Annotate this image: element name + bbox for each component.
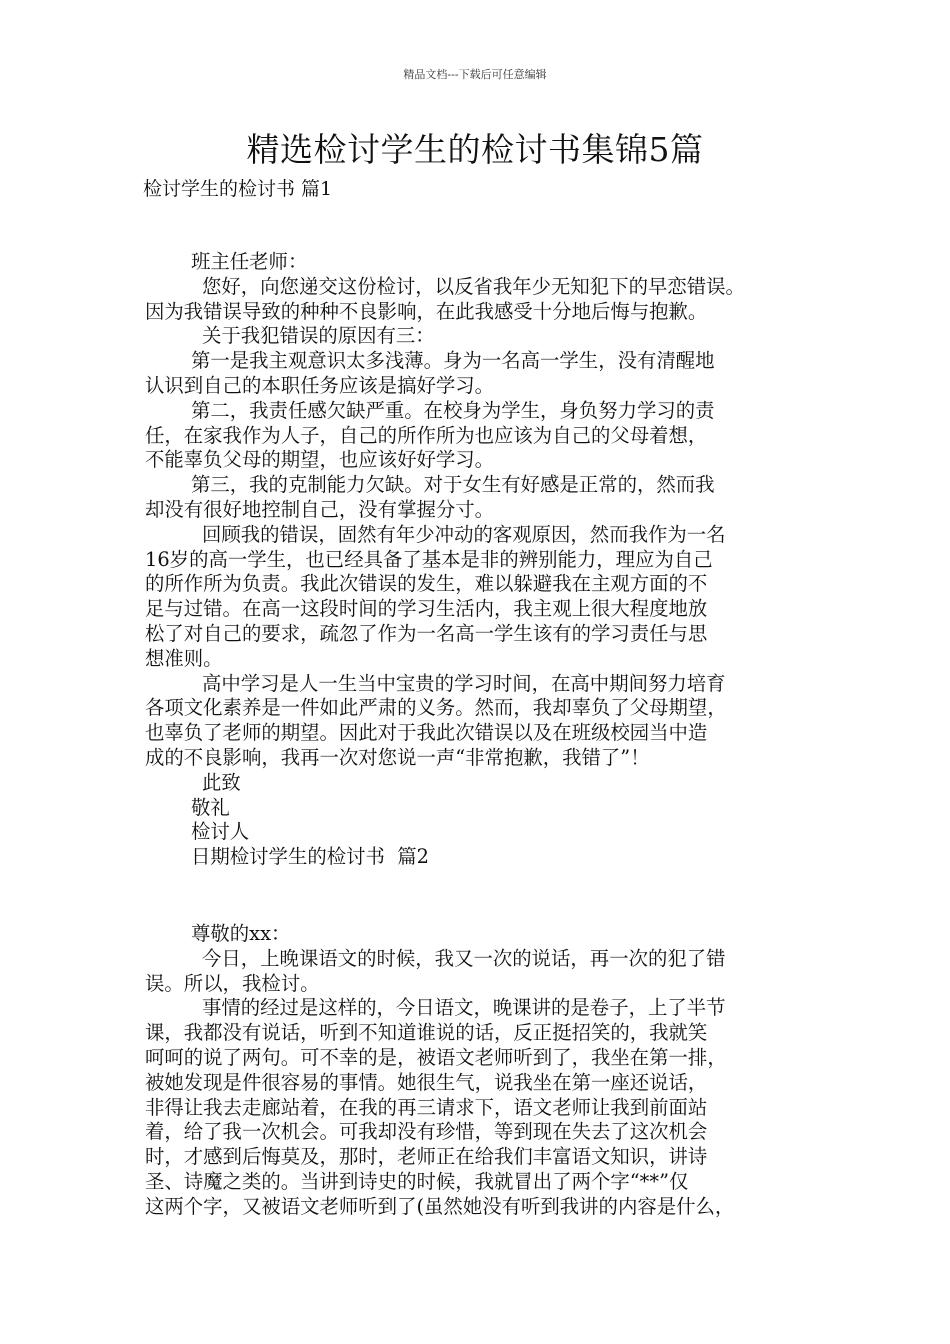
paragraph-line: 高中学习是人一生当中宝贵的学习时间，在高中期间努力培育 — [202, 671, 726, 695]
paragraph-line: 任，在家我作为人子，自己的所作所为也应该为自己的父母着想， — [145, 423, 708, 447]
closing-line: 敬礼 — [191, 795, 230, 819]
paragraph — [145, 947, 835, 997]
section-heading-1: 检讨学生的检讨书 篇1 — [143, 178, 333, 200]
paragraph-line: 非得让我去走廊站着，在我的再三请求下，语文老师让我到前面站 — [145, 1095, 708, 1119]
paragraph-line: 呵呵的说了两句。可不幸的是，被语文老师听到了，我坐在第一排， — [145, 1045, 727, 1069]
paragraph-line: 各项文化素养是一件如此严肃的义务。然而，我却辜负了父母期望， — [145, 696, 727, 720]
paragraph-line: 想准则。 — [145, 646, 223, 670]
paragraph-line: 事情的经过是这样的，今日语文，晚课讲的是卷子，上了半节 — [202, 996, 726, 1020]
paragraph-line: 关于我犯错误的原因有三： — [202, 324, 435, 348]
section-heading-2: 日期检讨学生的检讨书 篇2 — [191, 845, 429, 869]
paragraph-line: 回顾我的错误，固然有年少冲动的客观原因，然而我作为一名 — [202, 522, 726, 546]
paragraph-line: 这两个字，又被语文老师听到了(虽然她没有听到我讲的内容是什么， — [145, 1194, 735, 1218]
paragraph-line: 足与过错。在高一这段时间的学习生活内，我主观上很大程度地放 — [145, 597, 708, 621]
paragraph — [145, 473, 835, 523]
paragraph-line: 16岁的高一学生，也已经具备了基本是非的辨别能力，理应为自己 — [145, 547, 713, 571]
paragraph-line: 着，给了我一次机会。可我却没有珍惜，等到现在失去了这次机会 — [145, 1120, 708, 1144]
paragraph-line: 圣、诗魔之类的。当讲到诗史的时候，我就冒出了两个字“**”仅 — [145, 1169, 689, 1193]
paragraph-line: 课，我都没有说话，听到不知道谁说的话，反正挺招笑的，我就笑 — [145, 1021, 708, 1045]
paragraph-line: 却没有很好地控制自己，没有掌握分寸。 — [145, 497, 495, 521]
paragraph — [145, 523, 835, 672]
paragraph-line: 的所作所为负责。我此次错误的发生，难以躲避我在主观方面的不 — [145, 572, 708, 596]
paragraph-line: 时，才感到后悔莫及，那时，老师正在给我们丰富语文知识，讲诗 — [145, 1145, 708, 1169]
paragraph — [145, 399, 835, 473]
paragraph-line: 第三，我的克制能力欠缺。对于女生有好感是正常的，然而我 — [191, 473, 715, 497]
paragraph — [145, 349, 835, 399]
paragraph-line: 也辜负了老师的期望。因此对于我此次错误以及在班级校园当中造 — [145, 721, 708, 745]
salutation: 班主任老师： — [191, 250, 308, 273]
paragraph-line: 认识到自己的本职任务应该是搞好学习。 — [145, 373, 495, 397]
paragraph-line: 第一是我主观意识太多浅薄。身为一名高一学生，没有清醒地 — [191, 349, 715, 373]
salutation: 尊敬的xx： — [191, 922, 291, 945]
paragraph — [145, 275, 835, 325]
paragraph-line: 第二，我责任感欠缺严重。在校身为学生，身负努力学习的责 — [191, 398, 715, 422]
letter-body-2 — [145, 922, 835, 1220]
paragraph-line: 不能辜负父母的期望，也应该好好学习。 — [145, 448, 495, 472]
document-title: 精选检讨学生的检讨书集锦5篇 — [246, 130, 704, 169]
paragraph — [145, 672, 835, 771]
paragraph — [145, 324, 835, 349]
closing-line: 此致 — [202, 770, 241, 794]
paragraph-line: 您好，向您递交这份检讨，以反省我年少无知犯下的早恋错误。 — [202, 274, 745, 298]
signature-line: 检讨人 — [191, 820, 250, 844]
letter-body-1 — [145, 250, 835, 870]
paragraph-line: 松了对自己的要求，疏忽了作为一名高一学生该有的学习责任与思 — [145, 621, 708, 645]
paragraph-line: 因为我错误导致的种种不良影响，在此我感受十分地后悔与抱歉。 — [145, 299, 708, 323]
paragraph — [145, 996, 835, 1219]
page-header: 精品文档---下载后可任意编辑 — [403, 68, 547, 81]
paragraph-line: 成的不良影响，我再一次对您说一声“非常抱歉，我错了”！ — [145, 745, 650, 769]
paragraph-line: 误。所以，我检讨。 — [145, 971, 320, 995]
paragraph-line: 今日，上晚课语文的时候，我又一次的说话，再一次的犯了错 — [202, 946, 726, 970]
paragraph-line: 被她发现是件很容易的事情。她很生气，说我坐在第一座还说话， — [145, 1070, 708, 1094]
